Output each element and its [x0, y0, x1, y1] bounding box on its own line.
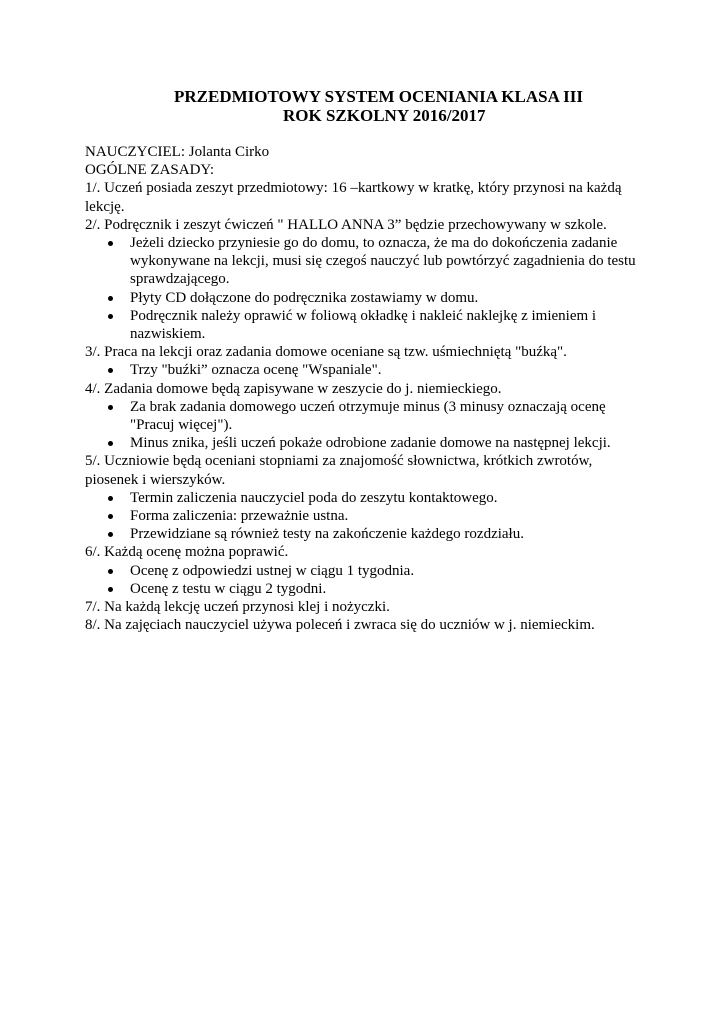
rule-item-4 — [85, 380, 645, 453]
bullet-dot-icon — [108, 532, 113, 537]
bullet-list — [85, 234, 645, 343]
document-body — [85, 143, 645, 634]
rule-item-6 — [85, 543, 645, 598]
general-rules-heading: OGÓLNE ZASADY: — [85, 162, 215, 179]
bullet-list — [85, 562, 645, 598]
bullet-item: Forma zaliczenia: przeważnie ustna. — [85, 507, 645, 525]
bullet-item: Jeżeli dziecko przyniesie go do domu, to oznacza, że ma do dokończenia zadanie wykonywane na lekcji, musi się czegoś nauczyć lub powtórzyć zagadnienia do testu sprawdzającego. — [85, 234, 645, 289]
bullet-item: Za brak zadania domowego uczeń otrzymuje minus (3 minusy oznaczają ocenę "Pracuj więcej"). — [85, 398, 645, 434]
rule-text: 3/. Praca na lekcji oraz zadania domowe oceniane są tzw. uśmiechniętą "buźką". — [85, 344, 567, 361]
bullet-dot-icon — [108, 241, 113, 246]
bullet-dot-icon — [108, 441, 113, 446]
bullet-dot-icon — [108, 514, 113, 519]
bullet-item: Płyty CD dołączone do podręcznika zostawiamy w domu. — [85, 289, 645, 307]
bullet-item: Podręcznik należy oprawić w foliową okładkę i nakleić naklejkę z imieniem i nazwiskiem. — [85, 307, 645, 343]
rule-text: 4/. Zadania domowe będą zapisywane w zeszycie do j. niemieckiego. — [85, 380, 502, 397]
rule-item-7 — [85, 598, 645, 616]
bullet-item: Ocenę z testu w ciągu 2 tygodni. — [85, 580, 645, 598]
bullet-dot-icon — [108, 569, 113, 574]
document-title: PRZEDMIOTOWY SYSTEM OCENIANIA KLASA III — [174, 87, 584, 106]
bullet-list — [85, 361, 645, 379]
bullet-item: Przewidziane są również testy na zakończenie każdego rozdziału. — [85, 525, 645, 543]
bullet-list — [85, 398, 645, 453]
rule-text: 8/. Na zajęciach nauczyciel używa poleceń i zwraca się do uczniów w j. niemieckim. — [85, 617, 595, 634]
rule-text: 6/. Każdą ocenę można poprawić. — [85, 544, 289, 561]
bullet-item: Minus znika, jeśli uczeń pokaże odrobione zadanie domowe na następnej lekcji. — [85, 434, 645, 452]
rule-item-5 — [85, 452, 645, 543]
rule-item-2 — [85, 216, 645, 343]
bullet-dot-icon — [108, 405, 113, 410]
bullet-item: Termin zaliczenia nauczyciel poda do zeszytu kontaktowego. — [85, 489, 645, 507]
bullet-dot-icon — [108, 314, 113, 319]
bullet-list — [85, 489, 645, 544]
bullet-dot-icon — [108, 296, 113, 301]
bullet-item: Ocenę z odpowiedzi ustnej w ciągu 1 tygodnia. — [85, 562, 645, 580]
rule-item-3 — [85, 343, 645, 379]
bullet-dot-icon — [108, 587, 113, 592]
teacher-line: NAUCZYCIEL: Jolanta Cirko — [85, 144, 270, 160]
bullet-dot-icon — [108, 496, 113, 501]
rule-text: 5/. Uczniowie będą oceniani stopniami za znajomość słownictwa, krótkich zwrotów, piosenek i wierszyków. — [85, 453, 593, 488]
document-subtitle: ROK SZKOLNY 2016/2017 — [283, 106, 486, 125]
bullet-item: Trzy "buźki” oznacza ocenę "Wspaniale". — [85, 361, 645, 379]
rule-item-8 — [85, 616, 645, 634]
rule-text: 1/. Uczeń posiada zeszyt przedmiotowy: 16 –kartkowy w kratkę, który przynosi na każdą lekcję. — [85, 180, 622, 215]
bullet-dot-icon — [108, 368, 113, 373]
rule-item-1 — [85, 179, 645, 215]
rule-text: 2/. Podręcznik i zeszyt ćwiczeń " HALLO ANNA 3” będzie przechowywany w szkole. — [85, 216, 607, 233]
rule-text: 7/. Na każdą lekcję uczeń przynosi klej i nożyczki. — [85, 599, 390, 616]
